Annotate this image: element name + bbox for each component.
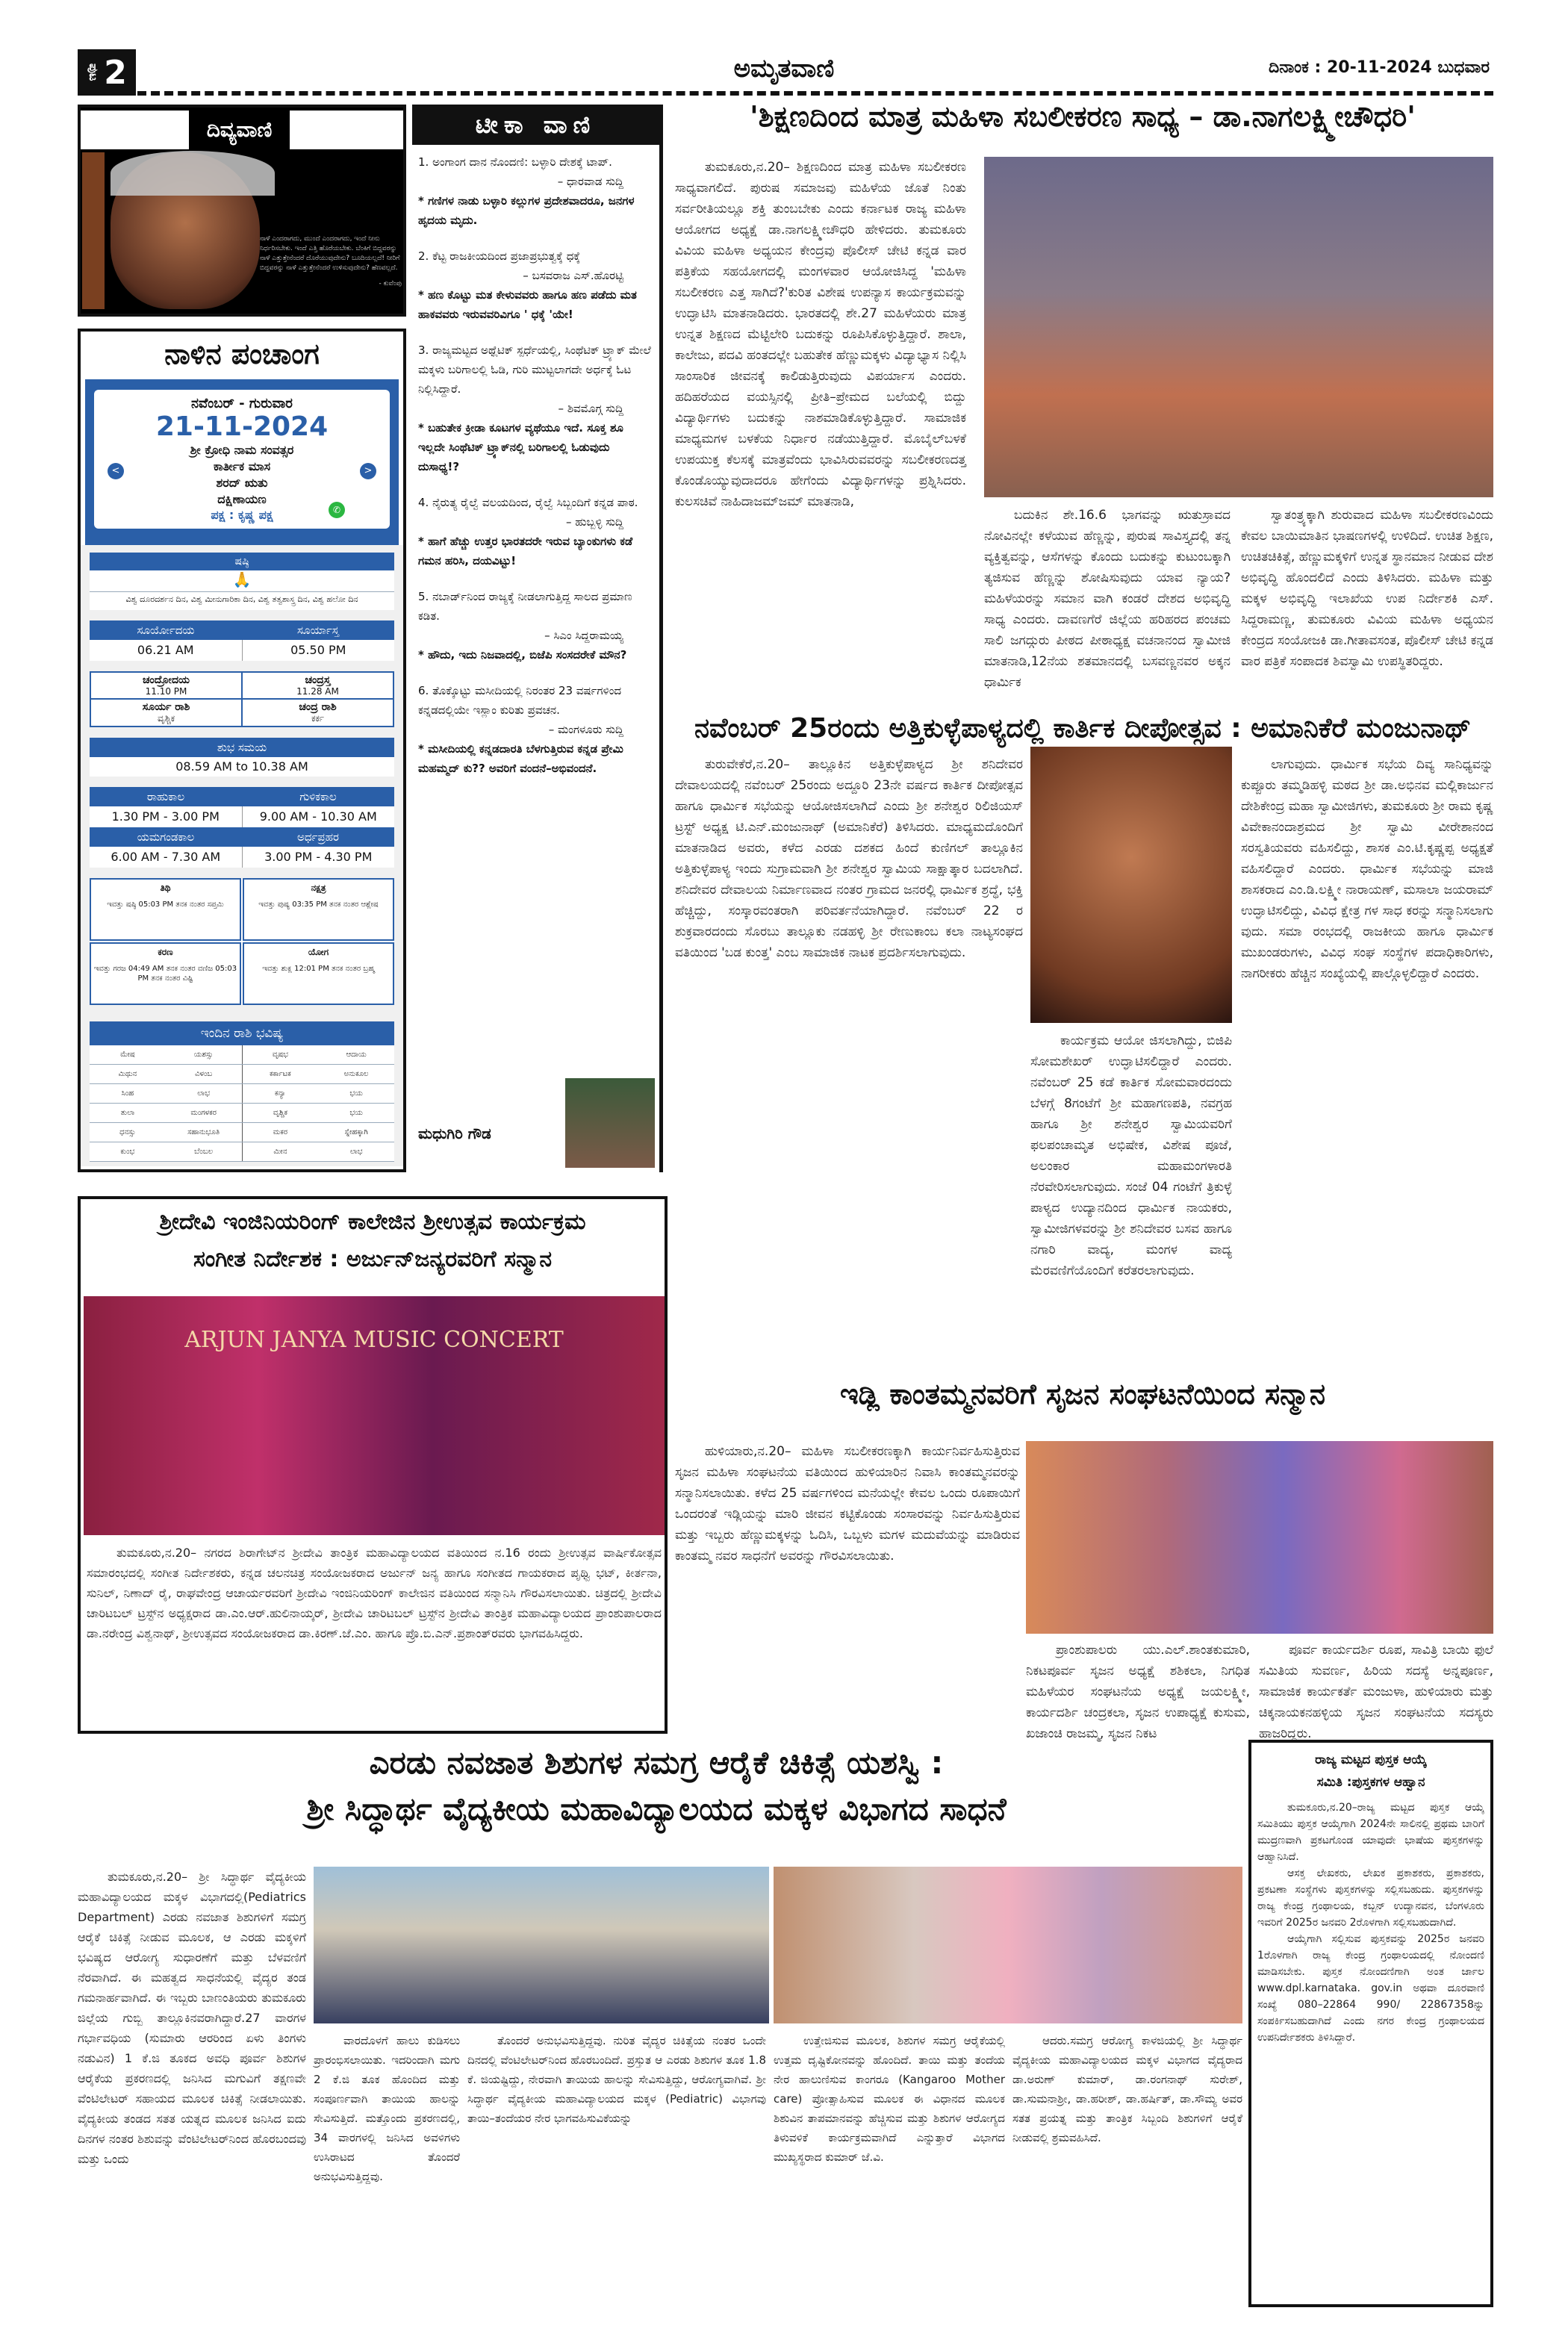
article2-col3	[1241, 754, 1493, 1366]
author-photo	[565, 1078, 655, 1168]
moonset-time: 11.28 AM	[296, 686, 339, 697]
yama-time: 6.00 AM - 7.30 AM	[90, 847, 243, 868]
rashi-sign: ಕುಂಭ	[120, 1148, 135, 1156]
article2-text-1: ತುರುವೇಕೆರೆ,ನ.20– ತಾಲ್ಲೂಕಿನ ಅತ್ತಿಕುಳ್ಳೆಪಾಳ್ಯದ ಶ್ರೀ ಶನಿದೇವರ ದೇವಾಲಯದಲ್ಲಿ ನವೆಂಬರ್ 25ರಂದು ಅದ್ದೂರಿ 23ನೇ ವರ್ಷದ ಕಾರ್ತಿಕ ದೀಪೋತ್ಸವ ಹಾಗೂ ಧಾರ್ಮಿಕ ಸಭೆಯನ್ನು ಆಯೋಜಿಸಲಾಗಿದೆ ಎಂದು ಶ್ರೀ ಶನೇಶ್ವರ ರಿಲಿಜಿಯಸ್ ಟ್ರಸ್ಟ್ ಅಧ್ಯಕ್ಷ ಟಿ.ಎನ್.ಮಂಜುನಾಥ್ (ಅಮಾನಿಕೆರೆ) ತಿಳಿಸಿದರು. ಮಾಧ್ಯಮದೊಂದಿಗೆ ಮಾತನಾಡಿದ ಅವರು, ಕಳೆದ ಎರಡು ದಶಕದ ಹಿಂದೆ ಕುಣಿಗಲ್ ತಾಲ್ಲೂಕಿನ ಅತ್ತಿಕುಳ್ಳೆಪಾಳ್ಯ ಇಂದು ಸುಗ್ರಾಮವಾಗಿ ಶ್ರೀ ಶನೇಶ್ವರ ಸ್ವಾಮಿಯ ಸಾಕ್ಷಾತ್ಕಾರ ಬದಲಾಗಿದೆ. ಶನಿದೇವರ ದೇವಾಲಯ ನಿರ್ಮಾಣವಾದ ನಂತರ ಗ್ರಾಮದ ಜನರಲ್ಲಿ ಧಾರ್ಮಿಕ ಶ್ರದ್ಧೆ, ಭಕ್ತಿ ಹೆಚ್ಚಿದ್ದು, ಸಂಸ್ಕಾರವಂತರಾಗಿ ಪರಿವರ್ತನೆಯಾಗಿದ್ದಾರೆ. ನವೆಂಬರ್ 22 ರ ಶುಕ್ರವಾರದಂದು ಸೊರಬು ತಾಲ್ಲೂಕು ನಡಹಳ್ಳಿ ಶ್ರೀ ರೇಣುಕಾಂಬ ಕಲಾ ನಾಟ್ಯಸಂಘದ ವತಿಯಿಂದ 'ಬಡ ಕುಂತ್ತ' ಎಂಬ ಸಾಮಾಜಿಕ ನಾಟಕ ಪ್ರದರ್ಶಿಸಲಾಗುವುದು.	[675, 757, 1023, 960]
rashi-pair	[90, 1084, 243, 1103]
gulika-label: ಗುಳಿಕಕಾಲ	[299, 790, 337, 803]
rashi-pair	[90, 1045, 243, 1064]
yama-label: ಯಮಗಂಡಕಾಲ	[137, 830, 195, 844]
tika-comment: * ಗಣಿಗಳ ನಾಡು ಬಳ್ಳಾರಿ ಕಲ್ಲುಗಳ ಪ್ರದೇಶವಾದರೂ, ಜನಗಳ ಹೃದಯ ಮೃದು.	[418, 194, 635, 227]
book-text-2: ಆಸಕ್ತ ಲೇಖಕರು, ಲೇಖಕ ಪ್ರಕಾಶಕರು, ಪ್ರಕಾಶಕರು, ಪ್ರಕಟಣಾ ಸಂಸ್ಥೆಗಳು ಪುಸ್ತಕಗಳನ್ನು ಸಲ್ಲಿಸಬಹುದು. ಪುಸ್ತಕಗಳನ್ನು ರಾಜ್ಯ ಕೇಂದ್ರ ಗ್ರಂಥಾಲಯ, ಕಬ್ಬನ್ ಉದ್ಯಾನವನ, ಬೆಂಗಳೂರು ಇವರಿಗೆ 2025ರ ಜನವರಿ 2ರೊಳಗಾಗಿ ಸಲ್ಲಿಸಬಹುದಾಗಿದೆ.	[1257, 1867, 1484, 1929]
moonrise-time: 11.10 PM	[145, 686, 187, 697]
masa: ಕಾರ್ತೀಕ ಮಾಸ	[213, 459, 271, 473]
article3-headline: ಇಡ್ಲಿ ಕಾಂತಮ್ಮನವರಿಗೆ ಸೃಜನ ಸಂಘಟನೆಯಿಂದ ಸನ್ಮಾನ	[839, 1378, 1326, 1410]
rashi-row	[90, 1142, 394, 1162]
tika-items	[412, 145, 659, 802]
article4-col5	[1012, 2031, 1242, 2315]
tika-news: 6. ತೊಕ್ಕೊಟ್ಟು ಮಸೀದಿಯಲ್ಲಿ ನಿರಂತರ 23 ವರ್ಷಗಳಿಂದ ಕನ್ನಡದಲ್ಲಿಯೇ ಇಸ್ಲಾಂ ಕುರಿತು ಪ್ರವಚನ.	[418, 684, 622, 717]
photo-banner-text: ARJUN JANYA MUSIC CONCERT	[184, 1327, 564, 1353]
tika-vani-column	[412, 105, 663, 1172]
ardha-time: 3.00 PM - 4.30 PM	[264, 850, 373, 864]
nakshatra-label: ನಕ್ಷತ್ರ	[311, 883, 326, 893]
tika-comment: * ಹೌದು, ಇದು ನಿಜವಾದಲ್ಲಿ, ಬಿಜೆಪಿ ಸಂಸದರೇಕೆ ಮೌನ?	[418, 648, 627, 662]
sridevi-headline-1: ಶ್ರೀದೇವಿ ಇಂಜಿನಿಯರಿಂಗ್ ಕಾಲೇಜಿನ ಶ್ರೀಉತ್ಸವ ಕಾರ್ಯಕ್ರಮ	[159, 1209, 586, 1235]
door-frame-image	[82, 152, 105, 309]
tika-comment: * ಮಸೀದಿಯಲ್ಲಿ ಕನ್ನಡದಾರತಿ ಬೆಳಗುತ್ತಿರುವ ಕನ್ನಡ ಪ್ರೇಮಿ ಮಹಮ್ಮದ್ ಕು?? ಅವರಿಗೆ ವಂದನೆ–ಅಭಿವಂದನೆ.	[418, 742, 623, 775]
article4-text-3: ತೊಂದರೆ ಅನುಭವಿಸುತ್ತಿದ್ದವು. ನುರಿತ ವೈದ್ಯರ ಚಿಕಿತ್ಸೆಯ ನಂತರ ಒಂದೇ ದಿನದಲ್ಲಿ ವೆಂಟಿಲೇಟರ್‌ನಿಂದ ಹೊರಬಂದಿದೆ. ಪ್ರಸ್ತುತ ಆ ಎರಡು ಶಿಶುಗಳ ತೂಕ 1.8 ಕೆ. ಜಿಯಷ್ಟಿದ್ದು, ನೇರವಾಗಿ ತಾಯಿಯ ಹಾಲನ್ನು ಸೇವಿಸುತ್ತಿದ್ದು, ಆರೋಗ್ಯವಾಗಿವೆ. ಶ್ರೀ ಸಿದ್ಧಾರ್ಥ ವೈದ್ಯಕೀಯ ಮಹಾವಿದ್ಯಾಲಯದ ಮಕ್ಕಳ (Pediatric) ವಿಭಾಗವು ತಾಯಿ–ತಂದೆಯರ ನೇರ ಭಾಗವಹಿಸುವಿಕೆಯನ್ನು	[467, 2034, 766, 2125]
shubha-time: 08.59 AM to 10.38 AM	[90, 757, 394, 777]
moonrise-label: ಚಂದ್ರೋದಯ	[143, 674, 190, 686]
article4-text-4: ಉತ್ತೇಜಿಸುವ ಮೂಲಕ, ಶಿಶುಗಳ ಸಮಗ್ರ ಆರೈಕೆಯಲ್ಲಿ ಉತ್ತಮ ದೃಷ್ಟಿಕೋನವನ್ನು ಹೊಂದಿದೆ. ತಾಯಿ ಮತ್ತು ತಂದೆಯ ನೇರ ಹಾಲುಣಿಸುವ ಕಾಂಗರೂ (Kangaroo Mother care) ಪ್ರೋತ್ಸಾಹಿಸುವ ಮೂಲಕ ಈ ವಿಧಾನದ ಮೂಲಕ ಶಿಶುವಿನ ತಾಪಮಾನವನ್ನು ಹೆಚ್ಚಿಸುವ ಮತ್ತು ಶಿಶುಗಳ ಆರೋಗ್ಯದ ತಿಳುವಳಿಕೆ ಕಾರ್ಯಕ್ರಮವಾಗಿದೆ ಎನ್ನುತ್ತಾರೆ ವಿಭಾಗದ ಮುಖ್ಯಸ್ಥರಾದ ಕುಮಾರ್ ಜೆ.ವಿ.	[774, 2034, 1005, 2164]
rashi-sign: ಧನಸ್ಸು	[119, 1128, 136, 1136]
sun-header	[90, 620, 394, 640]
tika-source: – ಸಿಎಂ ಸಿದ್ದರಾಮಯ್ಯ	[544, 629, 623, 642]
book-text-1: ತುಮಕೂರು,ನ.20–ರಾಜ್ಯ ಮಟ್ಟದ ಪುಸ್ತಕ ಆಯ್ಕೆ ಸಮಿತಿಯು ಪುಸ್ತಕ ಆಯ್ಕೆಗಾಗಿ 2024ನೇ ಸಾಲಿನಲ್ಲಿ ಪ್ರಥಮ ಬಾರಿಗೆ ಮುದ್ರಣವಾಗಿ ಪ್ರಕಟಗೊಂಡ ಯಾವುದೇ ಭಾಷೆಯ ಪುಸ್ತಕಗಳನ್ನು ಆಹ್ವಾನಿಸಿದೆ.	[1257, 1802, 1484, 1863]
tika-source: – ಬಸವರಾಜ ಎಸ್.ಹೊರಟ್ಟಿ	[523, 269, 623, 282]
moonset-label: ಚಂದ್ರಸ್ತ	[305, 674, 331, 686]
sunset-time: 05.50 PM	[290, 643, 346, 657]
surya-rashi-label: ಸೂರ್ಯ ರಾಶಿ	[142, 701, 190, 713]
kala-header-2	[90, 827, 394, 847]
sridevi-article-box	[78, 1196, 668, 1734]
rashi-pair	[243, 1142, 395, 1161]
rashi-table	[90, 1045, 394, 1162]
tika-item	[418, 340, 653, 476]
article4-photo-mothers	[774, 1867, 1242, 2023]
divyavani-box	[78, 105, 406, 317]
tika-comment: * ಹಣ ಕೊಟ್ಟು ಮತ ಕೇಳುವವರು ಹಾಗೂ ಹಣ ಪಡೆದು ಮತ ಹಾಕವವರು ಇರುವವರಿವಿಗೂ ' ಧಕ್ಕೆ 'ಯೇ!	[418, 288, 637, 321]
karana-label: ಕರಣ	[158, 947, 173, 957]
rahu-time: 1.30 PM - 3.00 PM	[90, 806, 243, 827]
tika-item	[418, 493, 653, 570]
rashi-row	[90, 1104, 394, 1123]
kala-times-2	[90, 847, 394, 868]
quote-author: - ಕುವೆಂಪು	[379, 280, 402, 287]
panchanga-box	[78, 329, 406, 1172]
ritu: ಶರದ್ ಋತು	[216, 476, 268, 490]
ardha-label: ಅರ್ಧಪ್ರಹರ	[297, 830, 339, 844]
article1-text-1: ತುಮಕೂರು,ನ.20– ಶಿಕ್ಷಣದಿಂದ ಮಾತ್ರ ಮಹಿಳಾ ಸಬಲೀಕರಣ ಸಾಧ್ಯವಾಗಲಿದೆ. ಪುರುಷ ಸಮಾಜವು ಮಹಿಳೆಯ ಜೊತೆ ನಿಂತು ಸರ್ವರೀತಿಯಲ್ಲೂ ಶಕ್ತಿ ತುಂಬಬೇಕು ಎಂದು ಕರ್ನಾಟಕ ರಾಜ್ಯ ಮಹಿಳಾ ಆಯೋಗದ ಅಧ್ಯಕ್ಷೆ ಡಾ.ನಾಗಲಕ್ಷ್ಮೀಚೌಧರಿ ಹೇಳಿದರು. ತುಮಕೂರು ವಿವಿಯ ಮಹಿಳಾ ಅಧ್ಯಯನ ಕೇಂದ್ರವು ಪೊಲೀಸ್ ಚೇಟಿ ಕನ್ನಡ ವಾರ ಪತ್ರಿಕೆಯ ಸಹಯೋಗದಲ್ಲಿ ಮಂಗಳವಾರ ಆಯೋಜಿಸಿದ್ದ 'ಮಹಿಳಾ ಸಬಲೀಕರಣ ಎತ್ತ ಸಾಗಿದೆ?'ಕುರಿತ ವಿಶೇಷ ಉಪನ್ಯಾಸ ಕಾರ್ಯಕ್ರಮವನ್ನು ಉದ್ಘಾಟಿಸಿ ಮಾತನಾಡಿದರು. ಭಾರತದಲ್ಲಿ ಶೇ.27 ಮಹಿಳೆಯರು ಮಾತ್ರ ಉನ್ನತ ಶಿಕ್ಷಣದ ಮೆಟ್ಟಿಲೇರಿ ಬದುಕನ್ನು ರೂಪಿಸಿಕೊಳ್ಳುತ್ತಿದ್ದಾರೆ. ಶಾಲಾ, ಕಾಲೇಜು, ಪದವಿ ಹಂತದಲ್ಲೇ ಬಹುತೇಕ ಹೆಣ್ಣುಮಕ್ಕಳು ವಿದ್ಯಾಭ್ಯಾಸ ನಿಲ್ಲಿಸಿ ಸಾಂಸಾರಿಕ ಜೀವನಕ್ಕೆ ಕಾಲಿಡುತ್ತಿರುವುದು ವಿಪರ್ಯಾಸ ಎಂದರು. ಹದಿಹರೆಯದ ವಯಸ್ಸಿನಲ್ಲಿ ಪ್ರೀತಿ–ಪ್ರೇಮದ ಬಲೆಯಲ್ಲಿ ಬಿದ್ದು ವಿದ್ಯಾರ್ಥಿಗಳು ಬದುಕನ್ನು ನಾಶಮಾಡಿಕೊಳ್ಳುತ್ತಿದ್ದಾರೆ. ಸಾಮಾಜಿಕ ಮಾಧ್ಯಮಗಳ ಬಳಕೆಯ ನಿರ್ಧಾರ ನಡೆಯುತ್ತಿದ್ದಾರೆ. ಮೊಬೈಲ್‌ಬಳಕೆ ಉಪಯುಕ್ತ ಕೆಲಸಕ್ಕೆ ಮಾತ್ರವೆಂದು ಭಾವಿಸಿರುವವರನ್ನು ಸಬಲೀಕರಣದತ್ತ ಕೊಂಡೊಯ್ಯುವುದಾದರೂ ಹೇಗೆಂದು ವಿದ್ಯಾರ್ಥಿಗಳನ್ನು ಪ್ರಶ್ನಿಸಿದರು. ಕುಲಸಚಿವೆ ನಾಹಿದಾಜಮ್‌ಜಮ್ ಮಾತನಾಡಿ,	[675, 160, 966, 509]
festival-header: ಷಷ್ಠಿ	[90, 553, 394, 570]
masthead-divider	[137, 91, 1493, 96]
rashi-prediction: ಭಯ	[349, 1089, 363, 1098]
article3-col3	[1259, 1640, 1493, 1741]
yoga-value: ಇವತ್ತು ಶುಕ್ಲ 12:01 PM ತನಕ ನಂತರ ಬ್ರಹ್ಮ	[262, 965, 375, 973]
rashi-sign: ಕನ್ಯಾ	[274, 1089, 286, 1098]
article2-text-2: ಕಾರ್ಯಕ್ರಮ ಆಯೋ ಜಿಸಲಾಗಿದ್ದು, ಬಿಜಿಪಿ ಸೋಮಶೇಖರ್ ಉದ್ಘಾಟಿಸಲಿದ್ದಾರೆ ಎಂದರು. ನವೆಂಬರ್ 25 ಕಡೆ ಕಾರ್ತಿಕ ಸೋಮವಾರದಂದು ಬೆಳಗ್ಗೆ 8ಗಂಟೆಗೆ ಶ್ರೀ ಮಹಾಗಣಪತಿ, ನವಗ್ರಹ ಹಾಗೂ ಶ್ರೀ ಶನೇಶ್ವರ ಸ್ವಾಮಿಯವರಿಗೆ ಫಲಪಂಚಾಮೃತ ಅಭಿಷೇಕ, ವಿಶೇಷ ಪೂಜೆ, ಅಲಂಕಾರ ಮಹಾಮಂಗಳಾರತಿ ನೆರವೇರಿಸಲಾಗುವುದು. ಸಂಜೆ 04 ಗಂಟೆಗೆ ತ್ರಿಕುಳ್ಳೆ ಪಾಳ್ಯದ ಉದ್ಯಾನದಿಂದ ಧಾರ್ಮಿಕ ನಾಯಕರು, ಸ್ವಾಮೀಜಿಗಳವರನ್ನು ಶ್ರೀ ಶನಿದೇವರ ಬಸವ ಹಾಗೂ ನಗಾರಿ ವಾದ್ಯ, ಮಂಗಳ ವಾದ್ಯ ಮೆರವಣಿಗೆಯೊಂದಿಗೆ ಕರೆತರಲಾಗುವುದು.	[1030, 1033, 1232, 1278]
page-label: ಪುಟ	[87, 63, 102, 81]
rashi-prediction: ಸ್ನೇಹಕ್ಕಾಗಿ	[344, 1128, 368, 1136]
article4-headline-1: ಎರಡು ನವಜಾತ ಶಿಶುಗಳ ಸಮಗ್ರ ಆರೈಕೆ ಚಿಕಿತ್ಸೆ ಯಶಸ್ವಿ :	[369, 1744, 944, 1781]
tithi-value: ಇವತ್ತು ಷಷ್ಠಿ 05:03 PM ತನಕ ನಂತರ ಸಪ್ತಮಿ	[107, 900, 224, 909]
article1-col1	[675, 157, 966, 702]
chevron-right-icon[interactable]: >	[360, 463, 376, 479]
rashi-pair	[90, 1065, 243, 1083]
tika-source: – ಧಾರವಾಡ ಸುದ್ದಿ	[557, 175, 623, 188]
moonset-cell	[242, 672, 393, 699]
yoga-label: ಯೋಗ	[308, 947, 329, 957]
panchanga-header	[85, 379, 399, 545]
page-number: 2	[104, 53, 127, 92]
article3-col1	[675, 1441, 1020, 1732]
rashi-sign: ವೃಷಭ	[272, 1051, 288, 1059]
rashi-prediction: ಮಂಗಳಕರ	[190, 1109, 217, 1117]
tithi-label: ತಿಥಿ	[160, 883, 171, 893]
article3-col2	[1026, 1640, 1250, 1741]
article4-text-1: ತುಮಕೂರು,ನ.20– ಶ್ರೀ ಸಿದ್ಧಾರ್ಥ ವೈದ್ಯಕೀಯ ಮಹಾವಿದ್ಯಾಲಯದ ಮಕ್ಕಳ ವಿಭಾಗದಲ್ಲಿ(Pediatrics Department) ಎರಡು ನವಜಾತ ಶಿಶುಗಳಿಗೆ ಸಮಗ್ರ ಆರೈಕೆ ಚಿಕಿತ್ಸೆ ನೀಡುವ ಮೂಲಕ, ಆ ಎರಡು ಮಕ್ಕಳಿಗೆ ಭವಿಷ್ಯದ ಆರೋಗ್ಯ ಸುಧಾರಣೆಗೆ ಮತ್ತು ಬೆಳವಣಿಗೆ ನೆರವಾಗಿದೆ. ಈ ಮಹತ್ವದ ಸಾಧನೆಯಲ್ಲಿ ವೈದ್ಯರ ತಂಡ ಗಮನಾರ್ಹವಾಗಿದೆ. ಈ ಇಬ್ಬರು ಬಾಣಂತಿಯರು ತುಮಕೂರು ಜಿಲ್ಲೆಯ ಗುಬ್ಬಿ ತಾಲ್ಲೂಕಿನವರಾಗಿದ್ದಾರೆ.27 ವಾರಗಳ ಗರ್ಭಾವಧಿಯ (ಸುಮಾರು ಆರರಿಂದ ಏಳು ತಿಂಗಳು ನಡುವಿನ) 1 ಕೆ.ಜಿ ತೂಕದ ಅವಧಿ ಪೂರ್ವ ಶಿಶುಗಳ ಆರೈಕೆಯ ಪ್ರಕರಣದಲ್ಲಿ ಜನಿಸಿದ ಮಗುವಿಗೆ ತಕ್ಷಣವೇ ವೆಂಟಿಲೇಟರ್ ಸಹಾಯದ ಮೂಲಕ ಚಿಕಿತ್ಸೆ ನೀಡಲಾಯಿತು. ವೈದ್ಯಕೀಯ ತಂಡದ ಸತತ ಯತ್ನದ ಮೂಲಕ ಜನಿಸಿದ ಐದು ದಿನಗಳ ನಂತರ ಶಿಶುವನ್ನು ವೆಂಟಿಲೇಟರ್‌ನಿಂದ ಹೊರಬಂದವು ಮತ್ತು ಒಂದು	[78, 1870, 306, 2166]
article1-text-2: ಬದುಕಿನ ಶೇ.16.6 ಭಾಗವನ್ನು ಋತುಸ್ರಾವದ ನೋವಿನಲ್ಲೇ ಕಳೆಯುವ ಹೆಣ್ಣನ್ನು, ಪುರುಷ ಸಾವಿಸ್ತ್ಯದಲ್ಲಿ ತನ್ನ ವ್ಯಕ್ತಿತ್ವವನ್ನು, ಆಸೆಗಳನ್ನು ಕೊಂದು ಬದುಕನ್ನು ಕುಟುಂಬಕ್ಕಾಗಿ ತ್ಯಜಿಸುವ ಹೆಣ್ಣನ್ನು ಶೋಷಿಸುವುದು ಯಾವ ನ್ಯಾಯ? ಮಹಿಳೆಯರನ್ನು ಸಮಾನ ವಾಗಿ ಕಂಡರೆ ದೇಶದ ಅಭಿವೃದ್ಧಿ ಸಾಧ್ಯ ಎಂದರು. ದಾವಣಗೆರೆ ಜಿಲ್ಲೆಯ ಹರಿಹರದ ಪಂಚಮ ಸಾಲಿ ಜಗದ್ಗುರು ಪೀಠದ ಪೀಠಾಧ್ಯಕ್ಷ ವಚನಾನಂದ ಸ್ವಾಮೀಜಿ ಮಾತನಾಡಿ,12ನೆಯ ಶತಮಾನದಲ್ಲಿ ಬಸವಣ್ಣನವರ ಅಕ್ಕನ ಧಾರ್ಮಿಕ	[984, 508, 1231, 690]
rashi-sign: ತುಲಾ	[120, 1109, 135, 1117]
tithi-cell	[90, 878, 241, 941]
rashi-sign: ಸಿಂಹ	[121, 1089, 134, 1098]
rashi-prediction: ಯಶಸ್ಸು	[193, 1051, 214, 1059]
chandra-rashi-value: ಕರ್ಕ	[311, 713, 325, 724]
gulika-time: 9.00 AM - 10.30 AM	[259, 809, 377, 824]
book-notice-headline	[1251, 1743, 1490, 1799]
article4-text-2: ವಾರದೊಳಗೆ ಹಾಲು ಕುಡಿಸಲು ಪ್ರಾರಂಭಿಸಲಾಯಿತು. ಇದರಿಂದಾಗಿ ಮಗು 2 ಕೆ.ಜಿ ತೂಕ ಹೊಂದಿದ ಮತ್ತು ಸಂಪೂರ್ಣವಾಗಿ ತಾಯಿಯ ಹಾಲನ್ನು ಸೇವಿಸುತ್ತಿದೆ. ಮತ್ತೊಂದು ಪ್ರಕರಣದಲ್ಲಿ, 34 ವಾರಗಳಲ್ಲಿ ಜನಿಸಿದ ಅವಳಿಗಳು ಉಸಿರಾಟದ ತೊಂದರೆ ಅನುಭವಿಸುತ್ತಿದ್ದವು.	[314, 2034, 460, 2183]
portrait-hair	[111, 151, 275, 196]
date-card	[94, 390, 390, 529]
article1-col2	[984, 505, 1231, 706]
rashi-sign: ಮಿಥುನ	[118, 1070, 137, 1078]
shubha-label: ಶುಭ ಸಮಯ	[90, 738, 394, 757]
divider	[290, 111, 403, 149]
tika-source: – ಮಂಗಳೂರು ಸುದ್ದಿ	[548, 723, 623, 736]
article4-col3	[467, 2031, 766, 2315]
karana-cell	[90, 942, 241, 1005]
festival-text: ವಿಶ್ವ ದೂರದರ್ಶನ ದಿನ, ವಿಶ್ವ ಮೀನುಗಾರಿಕಾ ದಿನ, ವಿಶ್ವ ತತ್ವಶಾಸ್ತ್ರ ದಿನ, ವಿಶ್ವ ಹಲೋ ದಿನ	[90, 591, 394, 610]
tika-news: 1. ಅಂಗಾಂಗ ದಾನ ನೊಂದಣಿ: ಬಳ್ಳಾರಿ ದೇಶಕ್ಕೆ ಟಾಪ್.	[418, 155, 612, 169]
nakshatra-cell	[243, 878, 394, 941]
sunset-label: ಸೂರ್ಯಾಸ್ತ	[297, 623, 339, 637]
article4-col2	[314, 2031, 460, 2315]
book-notice-body	[1251, 1799, 1490, 2046]
article3-text-1: ಹುಳಿಯಾರು,ನ.20– ಮಹಿಳಾ ಸಬಲೀಕರಣಕ್ಕಾಗಿ ಕಾರ್ಯನಿರ್ವಹಿಸುತ್ತಿರುವ ಸೃಜನ ಮಹಿಳಾ ಸಂಘಟನೆಯ ವತಿಯಿಂದ ಹುಳಿಯಾರಿನ ನಿವಾಸಿ ಕಾಂತಮ್ಮನವರನ್ನು ಸನ್ಮಾನಿಸಲಾಯಿತು. ಕಳೆದ 25 ವರ್ಷಗಳಿಂದ ಮನೆಯಲ್ಲೇ ಕೇವಲ ಒಂದು ರೂಪಾಯಿಗೆ ಒಂದರಂತೆ ಇಡ್ಲಿಯನ್ನು ಮಾರಿ ಜೀವನ ಕಟ್ಟಿಕೊಂಡು ಸಂಸಾರವನ್ನು ನಿರ್ವಹಿಸುತ್ತಿರುವ ಮತ್ತು ಇಬ್ಬರು ಹೆಣ್ಣುಮಕ್ಕಳನ್ನು ಓದಿಸಿ, ಒಬ್ಬಳು ಮಗಳ ಮದುವೆಯನ್ನು ಮಾಡಿರುವ ಕಾಂತಮ್ಮ ನವರ ಸಾಧನೆಗೆ ಅವರನ್ನು ಗೌರವಿಸಲಾಯಿತು.	[675, 1444, 1020, 1564]
rashi-sign: ಕರ್ಕಾಟಕ	[270, 1070, 291, 1078]
sridevi-headline	[81, 1199, 665, 1283]
sridevi-text: ತುಮಕೂರು,ನ.20– ನಗರದ ಶಿರಾಗೇಟ್‌ನ ಶ್ರೀದೇವಿ ತಾಂತ್ರಿಕ ಮಹಾವಿದ್ಯಾಲಯದ ವತಿಯಿಂದ ನ.16 ರಂದು ಶ್ರೀಉತ್ಸವ ವಾರ್ಷಿಕೋತ್ಸವ ಸಮಾರಂಭದಲ್ಲಿ ಸಂಗೀತ ನಿರ್ದೇಶಕರು, ಕನ್ನಡ ಚಲನಚಿತ್ರ ಸಂಯೋಜಕರಾದ ಅರ್ಜುನ್ ಜನ್ಯ ಹಾಗೂ ಸಂಗೀತದ ಗಾಯಕರಾದ ಪೃಥ್ವಿ ಭಟ್, ಕೀರ್ತನಾ, ಸುನಿಲ್, ನಿಣಾದ್ ರೈ, ರಾಘವೇಂದ್ರ ಆಚಾರ್ಯರವರಿಗೆ ಶ್ರೀದೇವಿ ಇಂಜಿನಿಯರಿಂಗ್ ಕಾಲೇಜಿನ ವತಿಯಿಂದ ಸನ್ಮಾನಿಸಿ ಗೌರವಿಸಲಾಯಿತು. ಚಿತ್ರದಲ್ಲಿ ಶ್ರೀದೇವಿ ಚಾರಿಟಬಲ್ ಟ್ರಸ್ಟ್‌ನ ಅಧ್ಯಕ್ಷರಾದ ಡಾ.ಎಂ.ಆರ್.ಹುಲಿನಾಯ್ಕರ್, ಶ್ರೀದೇವಿ ಚಾರಿಟಬಲ್ ಟ್ರಸ್ಟ್‌ನ ಶ್ರೀದೇವಿ ತಾಂತ್ರಿಕ ಮಹಾವಿದ್ಯಾಲಯದ ಪ್ರಾಂಶುಪಾಲರಾದ ಡಾ.ನರೇಂದ್ರ ವಿಶ್ವನಾಥ್, ಶ್ರೀಉತ್ಸವದ ಸಂಯೋಜಕರಾದ ಡಾ.ಕಿರಣ್.ಜೆ.ಎಂ. ಹಾಗೂ ಪ್ರೊ.ಬಿ.ಎನ್.ಪ್ರಶಾಂತ್‌ರವರು ಭಾಗವಹಿಸಿದ್ದರು.	[87, 1546, 662, 1640]
book-notice-box	[1248, 1740, 1493, 2307]
panchanga-title: ನಾಳಿನ ಪಂಚಾಂಗ	[164, 337, 320, 370]
panchanga-date: 21-11-2024	[155, 411, 329, 442]
article2-col2	[1030, 1030, 1232, 1366]
month-weekday: ನವೆಂಬರ್ - ಗುರುವಾರ	[191, 396, 293, 411]
article2-photo	[1030, 747, 1232, 1023]
quote-text: ನಾಳೆ ಎಂದರಾಗದು, ಮುಂದೆ ಎಂದರಾಗದು, ಇಂದೆ ನೀನು ನಿರ್ಧರಿಸಬೇಕು. ಇಂದೆ ಎತ್ತಿ ಹೊರೆಯಬೇಕು. ಬೆಂಕಿಗೆ ಬಿದ್ದವರನ್ನು ನಾಳೆ ಎತ್ತುತ್ತೇನೆಂದರೆ ದೊರೆಯುವುದೇನು? ಬೂದಿಯಲ್ಲದೆ! ನೀರಿಗೆ ಬಿದ್ದವರನ್ನು ನಾಳೆ ಎತ್ತುತ್ತೇನೆಂದರೆ ಉಳಿಸುವುದೇನು? ಹೆಣವಲ್ಲದೆ.	[260, 235, 400, 272]
deity-icon: 🙏	[90, 570, 394, 591]
rashi-pair	[90, 1104, 243, 1122]
book-headline-2: ಸಮಿತಿ :ಪುಸ್ತಕಗಳ ಆಹ್ವಾನ	[1316, 1775, 1425, 1790]
sridevi-body	[87, 1543, 662, 1729]
rashi-pair	[243, 1045, 395, 1064]
article4-photo-doctors	[314, 1867, 769, 2023]
chandra-rashi-label: ಚಂದ್ರ ರಾಶಿ	[299, 701, 337, 713]
kala-times-1	[90, 806, 394, 827]
rashi-prediction: ಬೆಂಬಲ	[194, 1148, 214, 1156]
paksha: ಪಕ್ಷ : ಕೃಷ್ಣ ಪಕ್ಷ	[211, 508, 273, 522]
book-headline-1: ರಾಜ್ಯ ಮಟ್ಟದ ಪುಸ್ತಕ ಆಯ್ಕೆ	[1315, 1752, 1427, 1767]
tika-item	[418, 587, 653, 665]
rashi-title: ಇಂದಿನ ರಾಶಿ ಭವಿಷ್ಯ	[90, 1021, 394, 1045]
rashi-sign: ಮೀನ	[273, 1148, 287, 1156]
rashi-prediction: ಭಯ	[349, 1109, 363, 1117]
tika-comment: * ಬಹುತೇಕ ಕ್ರೀಡಾ ಕೂಟಗಳ ವ್ಯಥೆಯೂ ಇದೆ. ಸೂಕ್ತ ಶೂ ಇಲ್ಲದೇ ಸಿಂಥೆಟಿಕ್ ಟ್ರ್ಯಾಕ್‌ನಲ್ಲಿ ಬರಿಗಾಲಲ್ಲಿ ಓಡುವುದು ದುಸಾಧ್ಯ!?	[418, 421, 623, 473]
yoga-cell	[243, 942, 394, 1005]
tika-news: 4. ನೈರುತ್ಯ ರೈಲ್ವೆ ವಲಯದಿಂದ, ರೈಲ್ವೆ ಸಿಬ್ಬಂದಿಗೆ ಕನ್ನಡ ಪಾಠ.	[418, 496, 638, 509]
rashi-sign: ವೃಶ್ಚಿಕ	[273, 1109, 287, 1117]
sunrise-time: 06.21 AM	[90, 640, 243, 661]
divyavani-quote	[260, 234, 402, 289]
surya-rashi-value: ವೃಶ್ಚಿಕ	[157, 713, 175, 724]
tika-vani-title: ಟೀಕಾ ವಾಣಿ	[412, 105, 659, 145]
tika-author: ಮಧುಗಿರಿ ಗೌಡ	[418, 1124, 491, 1142]
newspaper-title: ಅಮೃತವಾಣಿ	[733, 54, 835, 84]
rashi-row	[90, 1084, 394, 1104]
rashi-sign: ಮೇಷ	[120, 1051, 135, 1059]
sridevi-headline-2: ಸಂಗೀತ ನಿರ್ದೇಶಕ : ಅರ್ಜುನ್‌ಜನ್ಯರವರಿಗೆ ಸನ್ಮಾನ	[193, 1246, 553, 1272]
samvatsara: ಶ್ರೀ ಕ್ರೋಧಿ ನಾಮ ಸಂವತ್ಸರ	[190, 443, 294, 457]
article2-text-3: ಲಾಗುವುದು. ಧಾರ್ಮಿಕ ಸಭೆಯ ದಿವ್ಯ ಸಾನಿಧ್ಯವನ್ನು ಕುಪ್ಪೂರು ತಮ್ಮಡಿಹಳ್ಳಿ ಮಠದ ಶ್ರೀ ಡಾ.ಅಭಿನವ ಮಲ್ಲಿಕಾರ್ಜುನ ದೇಶಿಕೇಂದ್ರ ಮಹಾ ಸ್ವಾಮೀಜಿಗಳು, ತುಮಕೂರು ಶ್ರೀ ರಾಮ ಕೃಷ್ಣ ವಿವೇಕಾನಂದಾಶ್ರಮದ ಶ್ರೀ ಸ್ವಾಮಿ ವೀರೇಶಾನಂದ ಸರಸ್ವತಿಯವರು ವಹಿಸಲಿದ್ದು, ಶಾಸಕ ಎಂ.ಟಿ.ಕೃಷ್ಣಪ್ಪ ಅಧ್ಯಕ್ಷತೆ ವಹಿಸಲಿದ್ದಾರೆ ಎಂದರು. ಧಾರ್ಮಿಕ ಸಭೆಯನ್ನು ಮಾಜಿ ಶಾಸಕರಾದ ಎಂ.ಡಿ.ಲಕ್ಷ್ಮೀ ನಾರಾಯಣ್, ಮಸಾಲಾ ಜಯರಾಮ್ ಉದ್ಘಾಟಿಸಲಿದ್ದು, ವಿವಿಧ ಕ್ಷೇತ್ರ ಗಳ ಸಾಧ ಕರನ್ನು ಸನ್ಮಾನಿಸಲಾಗು ವುದು. ಸಮಾ ರಂಭದಲ್ಲಿ ರಾಜಕೀಯ ಹಾಗೂ ಧಾರ್ಮಿಕ ಮುಖಂಡರುಗಳು, ವಿವಿಧ ಸಂಘ ಸಂಸ್ಥೆಗಳ ಪದಾಧಿಕಾರಿಗಳು, ನಾಗರೀಕರು ಹೆಚ್ಚಿನ ಸಂಖ್ಯೆಯಲ್ಲಿ ಪಾಲ್ಗೊಳ್ಳಲಿದ್ದಾರೆ ಎಂದರು.	[1241, 757, 1493, 981]
article4-text-5: ಆದರು.ಸಮಗ್ರ ಆರೋಗ್ಯ ಕಾಳಜಿಯಲ್ಲಿ ಶ್ರೀ ಸಿದ್ಧಾರ್ಥ ವೈದ್ಯಕೀಯ ಮಹಾವಿದ್ಯಾಲಯದ ಮಕ್ಕಳ ವಿಭಾಗದ ವೈದ್ಯರಾದ ಡಾ.ಅರುಣ್ ಕುಮಾರ್, ಡಾ.ರಂಗನಾಥ್ ಸುರೇಶ್, ಡಾ.ಸುಮನಾಶ್ರೀ, ಡಾ.ಹರೀಶ್, ಡಾ.ಹರ್ಷಿತ್, ಡಾ.ಸೌಮ್ಯ ಅವರ ಸತತ ಪ್ರಯತ್ನ ಮತ್ತು ತಾಂತ್ರಿಕ ಸಿಬ್ಬಂದಿ ಶಿಶುಗಳಿಗೆ ಆರೈಕೆ ನೀಡುವಲ್ಲಿ ಶ್ರಮವಹಿಸಿದೆ.	[1012, 2034, 1242, 2144]
article2-headline: ನವೆಂಬರ್ 25ರಂದು ಅತ್ತಿಕುಳ್ಳೆಪಾಳ್ಯದಲ್ಲಿ ಕಾರ್ತಿಕ ದೀಪೋತ್ಸವ : ಅಮಾನಿಕೆರೆ ಮಂಜುನಾಥ್	[694, 713, 1472, 744]
article4-headline	[78, 1740, 1235, 1832]
rashi-prediction: ಅನುಕೂಲ	[343, 1070, 369, 1078]
article3-photo	[1026, 1441, 1493, 1634]
surya-rashi-cell	[90, 699, 242, 727]
article3-text-2: ಪ್ರಾಂಶುಪಾಲರು ಯು.ಎಲ್.ಶಾಂತಕುಮಾರಿ, ನಿಕಟಪೂರ್ವ ಸೃಜನ ಅಧ್ಯಕ್ಷೆ ಶಶಿಕಲಾ, ನಿಗಧಿತ ಮಹಿಳೆಯರ ಸಂಘಟನೆಯ ಅಧ್ಯಕ್ಷೆ ಜಯಲಕ್ಷ್ಮೀ, ಕಾರ್ಯದರ್ಶಿ ಚಂದ್ರಕಲಾ, ಸೃಜನ ಉಪಾಧ್ಯಕ್ಷೆ ಕುಸುಮ, ಖಜಾಂಚಿ ರಾಜಮ್ಮ, ಸೃಜನ ನಿಕಟ	[1026, 1643, 1250, 1741]
article1-photo	[984, 157, 1493, 497]
whatsapp-icon[interactable]: ✆	[329, 502, 345, 518]
tika-news: 3. ರಾಜ್ಯಮಟ್ಟದ ಅಥ್ಲೆಟಿಕ್ ಸ್ಪರ್ಧೆಯಲ್ಲಿ, ಸಿಂಥೆಟಿಕ್ ಟ್ರ್ಯಾಕ್ ಮೇಲೆ ಮಕ್ಕಳು ಬರಿಗಾಲಲ್ಲಿ ಓಡಿ, ಗುರಿ ಮುಟ್ಟಲಾಗದೇ ಅರ್ಧಕ್ಕೆ ಓಟ ನಿಲ್ಲಿಸಿದ್ದಾರೆ.	[418, 343, 651, 396]
rashi-pair	[243, 1065, 395, 1083]
rashi-prediction: ಲಾಭ	[349, 1148, 363, 1156]
rashi-pair	[243, 1123, 395, 1142]
rashi-prediction: ಲಾಭ	[197, 1089, 211, 1098]
article1-col3	[1241, 505, 1493, 706]
tika-comment: * ಹಾಗೆ ಹೆಚ್ಚು ಉತ್ತರ ಭಾರತದರೇ ಇರುವ ಬ್ಯಾಂಕುಗಳು ಕಡೆ ಗಮನ ಹರಿಸಿ, ದಯವಿಟ್ಟು!	[418, 535, 633, 567]
panchanga-details	[81, 545, 403, 1166]
issue-date: ದಿನಾಂಕ : 20-11-2024 ಬುಧವಾರ	[1269, 58, 1490, 77]
sun-times	[90, 640, 394, 661]
sunrise-label: ಸೂರ್ಯೋದಯ	[137, 623, 195, 637]
article3-text-3: ಪೂರ್ವ ಕಾರ್ಯದರ್ಶಿ ರೂಪ, ಸಾವಿತ್ರಿ ಬಾಯಿ ಫುಲೆ ಸಮಿತಿಯ ಸುವರ್ಣ, ಹಿರಿಯ ಸದಸ್ಯೆ ಅನ್ನಪೂರ್ಣ, ಸಾಮಾಜಿಕ ಕಾರ್ಯಕರ್ತೆ ಮಂಜುಳಾ, ಹುಳಿಯಾರು ಮತ್ತು ಚಿಕ್ಕನಾಯಕನಹಳ್ಳಿಯ ಸೃಜನ ಸಂಘಟನೆಯ ಸದಸ್ಯರು ಹಾಜರಿದ್ದರು.	[1259, 1643, 1493, 1741]
article4-headline-2: ಶ್ರೀ ಸಿದ್ಧಾರ್ಥ ವೈದ್ಯಕೀಯ ಮಹಾವಿದ್ಯಾಲಯದ ಮಕ್ಕಳ ವಿಭಾಗದ ಸಾಧನೆ	[306, 1791, 1007, 1827]
tika-source: – ಹುಬ್ಬಳ್ಳಿ ಸುದ್ದಿ	[566, 515, 623, 529]
rahu-label: ರಾಹುಕಾಲ	[146, 790, 185, 803]
moon-grid	[90, 671, 394, 727]
divyavani-title: ದಿವ್ಯವಾಣಿ	[189, 111, 290, 149]
rashi-pair	[243, 1104, 395, 1122]
tika-item	[418, 152, 653, 230]
rashi-pair	[90, 1142, 243, 1161]
sridevi-photo	[84, 1296, 665, 1535]
article4-col1	[78, 1867, 306, 2315]
rashi-prediction: ಸಹಾನುಭೂತಿ	[187, 1128, 220, 1136]
tithi-grid	[90, 878, 394, 1005]
book-text-3: ಆಯ್ಕೆಗಾಗಿ ಸಲ್ಲಿಸುವ ಪುಸ್ತಕವನ್ನು 2025ರ ಜನವರಿ 1ರೊಳಗಾಗಿ ರಾಜ್ಯ ಕೇಂದ್ರ ಗ್ರಂಥಾಲಯದಲ್ಲಿ ನೋಂದಣಿ ಮಾಡಿಸಬೇಕು. ಪುಸ್ತಕ ನೋಂದಣಿಗಾಗಿ ಅಂತ ರ್ಜಾಲ www.dpl.karnataka. gov.in ಅಥವಾ ದೂರವಾಣಿ ಸಂಖ್ಯೆ 080–22864 990/ 22867358ನ್ನು ಸಂಪರ್ಕಿಸಬಹುದಾಗಿದೆ ಎಂದು ನಗರ ಕೇಂದ್ರ ಗ್ರಂಥಾಲಯದ ಉಪನಿರ್ದೇಶಕರು ತಿಳಿಸಿದ್ದಾರೆ.	[1257, 1933, 1484, 2044]
tika-source: – ಶಿವಮೊಗ್ಗ ಸುದ್ದಿ	[558, 402, 623, 415]
ayana: ದಕ್ಷಿಣಾಯಣ	[217, 492, 267, 506]
rashi-pair	[243, 1084, 395, 1103]
chevron-left-icon[interactable]: <	[108, 463, 124, 479]
rashi-pair	[90, 1123, 243, 1142]
rashi-prediction: ವಿಳಂಬ	[195, 1070, 213, 1078]
tika-news: 5. ನಬಾರ್ಡ್‌ನಿಂದ ರಾಜ್ಯಕ್ಕೆ ನೀಡಲಾಗುತ್ತಿದ್ದ ಸಾಲದ ಪ್ರಮಾಣ ಕಡಿತ.	[418, 590, 632, 623]
karana-value: ಇವತ್ತು ಗರಜ 04:49 AM ತನಕ ನಂತರ ವಣಿಜ 05:03 PM ತನಕ ನಂತರ ವಿಷ್ಟಿ	[93, 965, 237, 983]
nakshatra-value: ಇವತ್ತು ಪುಷ್ಯ 03:35 PM ತನಕ ನಂತರ ಆಶ್ಲೇಷ	[258, 900, 379, 909]
rashi-prediction: ಆದಾಯ	[346, 1051, 367, 1059]
article1-text-3: ಸ್ವಾತಂತ್ರ್ಯಕ್ಕಾಗಿ ಶುರುವಾದ ಮಹಿಳಾ ಸಬಲೀಕರಣವಿಂದು ಕೇವಲ ಬಾಯಿಮಾತಿನ ಭಾಷಣಗಳಲ್ಲಿ ಉಳಿದಿದೆ. ಉಚಿತ ಶಿಕ್ಷಣ, ಉಚಿತಚಿಕಿತ್ಸೆ, ಹೆಣ್ಣುಮಕ್ಕಳಿಗೆ ಉನ್ನತ ಸ್ಥಾನಮಾನ ನೀಡುವ ದೇಶ ಅಭಿವೃದ್ಧಿ ಹೊಂದಲಿದೆ ಎಂದು ತಿಳಿಸಿದರು. ಮಹಿಳಾ ಮತ್ತು ಮಕ್ಕಳ ಅಭಿವೃದ್ಧಿ ಇಲಾಖೆಯ ಉಪ ನಿರ್ದೇಶಕಿ ಎಸ್. ಸಿದ್ದರಾಮಣ್ಣ, ತುಮಕೂರು ವಿವಿಯ ಮಹಿಳಾ ಅಧ್ಯಯನ ಕೇಂದ್ರದ ಸಂಯೋಜಕಿ ಡಾ.ಗೀತಾವಸಂತ, ಪೊಲೀಸ್ ಚೇಟಿ ಕನ್ನಡ ವಾರ ಪತ್ರಿಕೆ ಸಂಪಾದಕ ಶಿವಸ್ವಾಮಿ ಉಪಸ್ಥಿತರಿದ್ದರು.	[1241, 508, 1493, 669]
tika-item	[418, 246, 653, 324]
divider	[81, 111, 189, 149]
tika-news: 2. ಕೆಟ್ಟ ರಾಜಕೀಯದಿಂದ ಪ್ರಜಾಪ್ರಭುತ್ವಕ್ಕೆ ಧಕ್ಕೆ	[418, 249, 581, 263]
rashi-sign: ಮಕರ	[273, 1128, 288, 1136]
article4-col4	[774, 2031, 1005, 2315]
chandra-rashi-cell	[242, 699, 393, 727]
moonrise-cell	[90, 672, 242, 699]
article2-col1	[675, 754, 1023, 1195]
rashi-row	[90, 1045, 394, 1065]
article1-headline: 'ಶಿಕ್ಷಣದಿಂದ ಮಾತ್ರ ಮಹಿಳಾ ಸಬಲೀಕರಣ ಸಾಧ್ಯ – ಡಾ.ನಾಗಲಕ್ಷ್ಮೀಚೌಧರಿ'	[750, 100, 1416, 133]
kala-header-1	[90, 787, 394, 806]
rashi-row	[90, 1123, 394, 1142]
tika-item	[418, 681, 653, 778]
rashi-row	[90, 1065, 394, 1084]
